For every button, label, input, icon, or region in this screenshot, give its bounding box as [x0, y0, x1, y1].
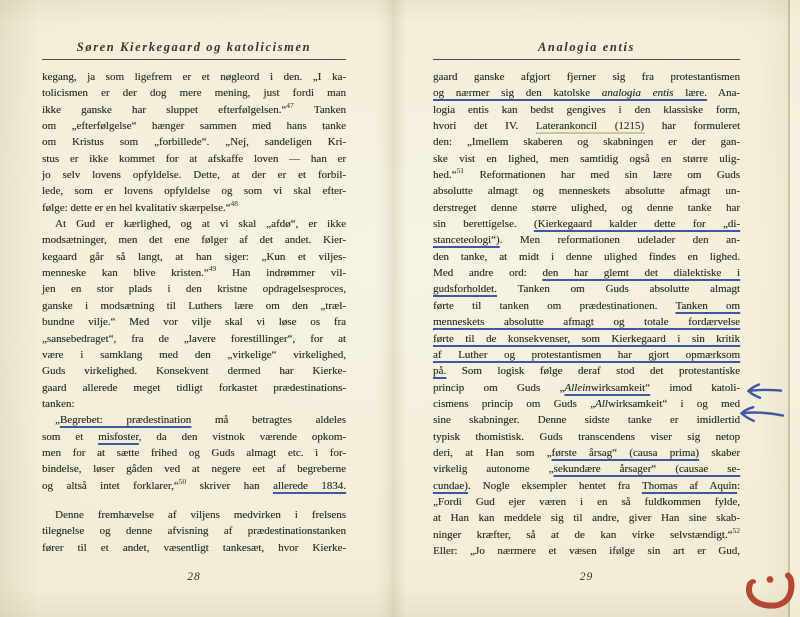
text-line: [42, 478, 346, 494]
text-line: [42, 85, 346, 101]
text-line: [42, 429, 346, 445]
text-run: skaber: [698, 446, 740, 459]
text-run: ikke ganske har sluppet efterfølgelsen.“: [42, 103, 287, 116]
text-run: Som logisk følge deraf stod det protestantiske: [446, 365, 740, 378]
text-line: [42, 523, 346, 539]
text-run: „Fordi Gud ejer væren i en så fuldkommen fylde,: [433, 495, 740, 508]
text-run: bundne vilje.“ Med vor vilje skal vi løse os fra: [42, 316, 346, 329]
text-line: [42, 232, 346, 248]
text-run: stus er ikke kommet for at afskaffe loven — han er: [42, 152, 346, 165]
text-line: [433, 429, 740, 445]
text-run: modsætninger, men det ene følger af det andet. Kier-: [42, 234, 346, 247]
text-line: [42, 249, 346, 265]
text-run: men for at sætte frihed og Guds almagt etc. i for-: [42, 446, 346, 459]
text-run: lede, som er lovens opfyldelse og som vi skal efter-: [42, 185, 346, 198]
text-run: absolutte almagt og menneskets absolutte afmagt un-: [433, 185, 740, 198]
text-run: den tanke, at midt i denne ulighed findes en lighed.: [433, 250, 740, 263]
text-run: kegang, ja som ligefrem er et nøgleord i den. „I ka-: [42, 71, 346, 83]
page-body-left: [42, 69, 346, 556]
underlined-text-run: Laterankoncil (1215): [535, 120, 645, 133]
text-line: [433, 494, 740, 510]
text-run: Denne fremhævelse af viljens medvirken i frelsens: [55, 508, 346, 521]
text-run: bindelse, løser gåden ved at negere eet af begreberne: [42, 463, 346, 476]
underlined-text-run: cundae): [433, 479, 468, 492]
text-run: hvori det IV.: [433, 120, 536, 133]
underlined-text-run: wirksamkeit“: [590, 381, 650, 394]
text-line: [433, 461, 740, 477]
text-run: , da den vistnok værende opkom-: [138, 430, 346, 443]
footnote-marker: 51: [456, 166, 465, 176]
footnote-marker: 50: [178, 476, 187, 486]
text-run: imod katoli-: [649, 381, 740, 394]
underlined-text-run: (Kierkegaard kalder dette for „di-: [533, 218, 740, 231]
text-run: være i samklang med den „virkelige“ virkelighed,: [42, 348, 346, 361]
text-run: Tanken: [293, 103, 346, 116]
red-arabic-letter-stamp-icon: [744, 572, 796, 612]
text-run: cismens princip om Guds „: [433, 397, 595, 410]
text-line: [42, 102, 346, 118]
text-run: ninger kræfter, så at de kan virke selvstændigt.“: [433, 528, 733, 541]
underlined-text-run: misfoster: [98, 430, 139, 443]
underlined-text-run: sekundære årsager“ (causae se-: [553, 463, 740, 476]
underlined-text-run: på.: [433, 365, 447, 378]
page-number-left: 28: [187, 571, 201, 583]
footnote-marker: 49: [208, 264, 217, 274]
underlined-text-run: gudsforholdet.: [433, 283, 497, 296]
text-line: [433, 281, 740, 297]
text-run: at Han kan meddele sig til andre, giver Han sine skab-: [433, 512, 740, 525]
footnote-marker: 47: [286, 100, 294, 110]
underlined-text-run: første årsag“ (causa prima): [551, 446, 699, 459]
gutter-shadow: [376, 0, 406, 617]
text-run: Med andre ord:: [433, 267, 543, 280]
text-run: og altså intet forklarer,“: [42, 479, 179, 492]
text-line: [42, 298, 346, 314]
text-run: ganske i modsætning til Luthers lære om den „træl-: [42, 299, 346, 312]
text-line: [433, 298, 740, 314]
text-run: ske vist en lighed, men samtidig også en større ulig-: [433, 152, 740, 165]
text-run: sine skabninger. Denne sidste tanke er imidlertid: [433, 414, 740, 427]
text-line: [42, 331, 346, 347]
text-line: [433, 396, 740, 412]
page-number-right: 29: [579, 571, 594, 583]
text-run: kegaard går så langt, at han siger: „Kun et viljes-: [42, 250, 346, 263]
text-run: At Gud er kærlighed, og at vi skal „afdø“, er ikke: [55, 218, 346, 231]
page-edge-paper: [790, 0, 800, 617]
text-line: [433, 347, 740, 363]
text-run: Tanken om Guds absolutte almagt: [496, 283, 740, 296]
text-line: [42, 380, 346, 396]
text-line: [433, 331, 740, 347]
text-line: [433, 232, 740, 248]
text-line: [42, 151, 346, 167]
text-line: [433, 527, 740, 543]
text-run: gaard ganske afgjort fjerner sig fra protestantismen: [433, 71, 740, 83]
text-run: om „efterfølgelse“ hænger sammen med hans tanke: [42, 120, 346, 133]
underlined-text-run: Thomas af Aquin: [641, 479, 737, 492]
text-line: [433, 412, 740, 428]
text-line: [433, 478, 740, 494]
text-run: jo selv lovens opfyldelse. Dette, at der er et forbil-: [42, 169, 346, 182]
text-line: [433, 85, 740, 101]
text-run: logia entis kan bedst gengives i den klassiske form,: [433, 103, 740, 116]
text-run: derstreget denne større ulighed, og denne tanke har: [433, 201, 740, 214]
text-line: [433, 69, 740, 85]
text-line: [42, 396, 346, 412]
underlined-text-run: analogia entis: [601, 87, 674, 100]
text-line: [433, 249, 740, 265]
text-run: den: „Imellem skaberen og skabningen er der gan-: [433, 136, 740, 149]
text-line: [42, 281, 346, 297]
text-run: Eller: „Jo nærmere et væsen ifølge sin art er Gud,: [433, 544, 740, 557]
text-line: [42, 461, 346, 477]
text-line: [42, 69, 346, 85]
header-rule: [433, 59, 740, 60]
text-line: [433, 265, 740, 281]
text-line: [433, 183, 740, 199]
text-line: [433, 151, 740, 167]
text-line: [42, 507, 346, 523]
text-run: jen en stor plads i den kristne opdragelsesproces,: [42, 283, 346, 296]
running-header-right: Analogia entis: [537, 40, 636, 54]
text-line: [42, 134, 346, 150]
text-line: [42, 200, 346, 216]
text-run: virkelig autonome „: [433, 463, 554, 476]
left-page: [42, 0, 346, 617]
underlined-text-run: lære.: [673, 87, 707, 100]
text-run: førte til tanken om prædestinationen.: [433, 299, 676, 312]
text-line: [433, 314, 740, 330]
text-line: [42, 412, 346, 428]
text-run: . Nogle eksempler hentet fra: [467, 479, 642, 492]
text-run: Reformationen har med sin lære om Guds: [464, 169, 740, 182]
text-run: om Kristus som „forbillede“. „Nej, sandeligen Kri-: [42, 136, 346, 149]
text-line: [42, 183, 346, 199]
text-run: „: [55, 414, 60, 427]
underlined-text-run: førte til de konsekvenser, som Kierkegaard i sin kritik: [433, 332, 740, 345]
text-run: menneske kan blive kristen.“: [42, 267, 209, 280]
text-line: [433, 445, 740, 461]
text-line: [433, 216, 740, 232]
text-line: [433, 510, 740, 526]
text-line: [433, 102, 740, 118]
text-line: [433, 118, 740, 134]
text-run: tolicismen er der dog mere mening, just fordi man: [42, 87, 346, 100]
text-run: All: [594, 397, 608, 410]
text-line: [42, 347, 346, 363]
text-run: gaard allerede meget tidligt forkastet prædestinations-: [42, 381, 346, 394]
text-run: princip om Guds „: [433, 381, 565, 394]
text-line: [42, 167, 346, 183]
text-line: [42, 265, 346, 281]
text-run: typisk thomistisk. Guds transcendens viser sig netop: [433, 430, 740, 443]
text-line: [433, 380, 740, 396]
page-body-right: [433, 69, 740, 559]
text-run: Ana-: [706, 87, 740, 100]
text-line: [433, 200, 740, 216]
text-line: [42, 540, 346, 556]
text-line: [42, 363, 346, 379]
text-run: fører til et andet, væsentligt tankesæt, hvor Kierke-: [42, 541, 346, 554]
underlined-text-run: af Luther og protestantismen har gjort opmærksom: [433, 348, 740, 361]
text-line: [433, 167, 740, 183]
text-line: [433, 134, 740, 150]
text-run: har formuleret: [644, 120, 741, 133]
left-arrow-icon: [739, 403, 786, 425]
text-run: Han indrømmer vil-: [216, 267, 347, 280]
right-page: [433, 0, 740, 617]
underlined-text-run: menneskets absolutte afmagt og totale fordærvelse: [433, 316, 740, 329]
underlined-text-run: den har glemt det dialektiske i: [542, 267, 740, 280]
footnote-marker: 52: [732, 525, 740, 535]
text-line: [42, 314, 346, 330]
text-run: hed.“: [433, 169, 457, 182]
underlined-text-run: stanceteologi“): [433, 234, 500, 247]
text-run: skriver han: [186, 479, 273, 492]
text-line: [42, 118, 346, 134]
underlined-text-run: Begrebet: prædestination: [59, 414, 192, 427]
running-header-left: Søren Kierkegaard og katolicismen: [76, 40, 312, 54]
text-run: deri, at Han som „: [433, 446, 552, 459]
footnote-marker: 48: [230, 198, 238, 208]
text-run: følge: dette er en hel kvalitativ skærpelse.“: [42, 201, 231, 214]
text-run: . Men reformationen udelader den an-: [499, 234, 740, 247]
header-rule: [42, 59, 346, 60]
text-run: tanken:: [42, 397, 75, 410]
underlined-text-run: allerede 1834.: [273, 479, 347, 492]
left-arrow-icon: [746, 382, 784, 400]
text-line: [433, 363, 740, 379]
text-run: som et: [42, 430, 99, 443]
underlined-text-run: og nærmer sig den katolske: [433, 87, 602, 100]
page-edge-line: [788, 0, 790, 617]
text-line: [42, 216, 346, 232]
underlined-text-run: Tanken om: [675, 299, 740, 312]
text-run: :: [736, 479, 740, 492]
text-line: [42, 445, 346, 461]
text-run: tilegnelse og denne afvisning af prædestinationstanken: [42, 525, 346, 538]
text-run: sin berettigelse.: [433, 218, 534, 231]
text-line: [433, 543, 740, 559]
text-run: wirksamkeit“ i og med: [607, 397, 740, 410]
text-run: må betragtes aldeles: [191, 414, 347, 427]
text-run: „sansebedraget“, fra de „lavere forestillinger“, for at: [42, 332, 346, 345]
underlined-text-run: Allein: [564, 381, 591, 394]
text-run: Guds virkelighed. Konsekvent dermed har Kierke-: [42, 365, 346, 378]
